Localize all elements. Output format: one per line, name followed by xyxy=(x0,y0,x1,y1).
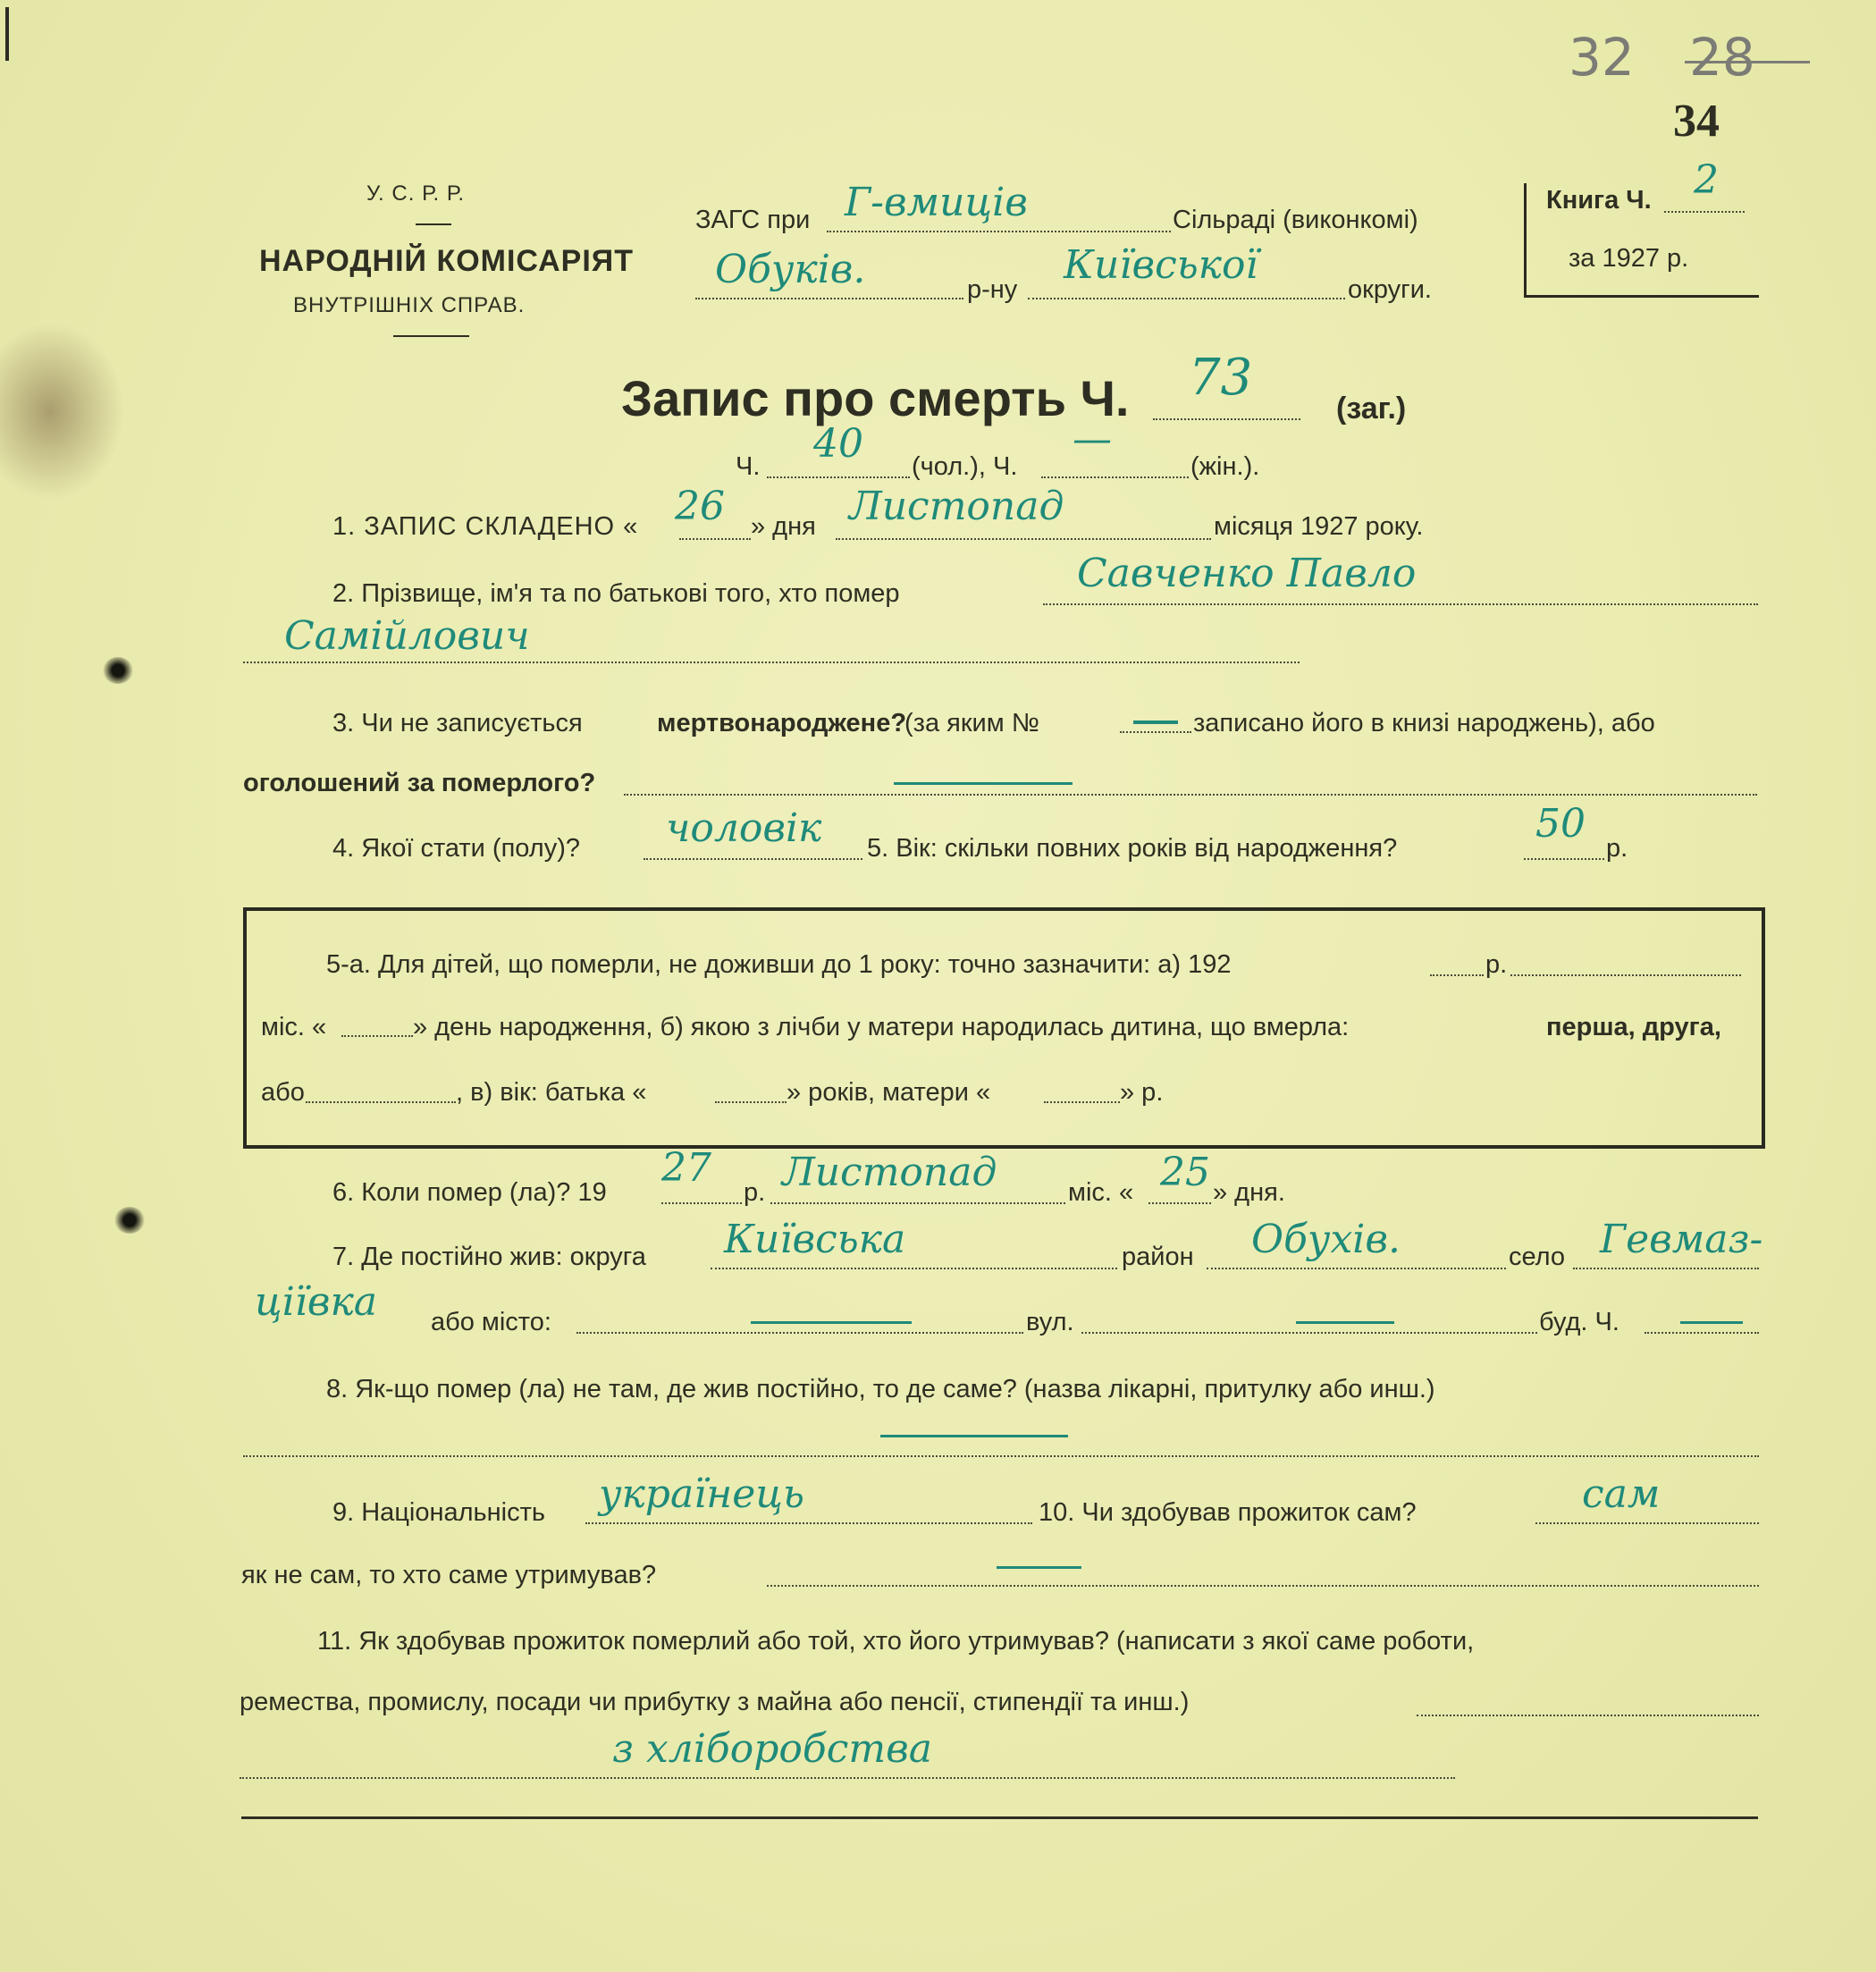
field4-handwriting: чоловік xyxy=(666,805,822,851)
field6-year-line xyxy=(661,1202,742,1204)
field5a-year-line xyxy=(1430,974,1484,976)
field11-handwriting: з хліборобства xyxy=(612,1726,932,1772)
field7-label: 7. Де постійно жив: округа xyxy=(332,1243,646,1271)
binding-hole xyxy=(114,1207,145,1234)
field5a-line3-c: » років, матери « xyxy=(787,1078,991,1107)
book-number-line xyxy=(1664,211,1745,213)
strike-line xyxy=(1685,61,1810,63)
book-year-label: за 1927 р. xyxy=(1569,244,1689,273)
field6-year-handwriting: 27 xyxy=(661,1145,711,1191)
field4-line xyxy=(644,858,862,860)
field10-label: 10. Чи здобував прожиток сам? xyxy=(1039,1498,1417,1527)
ministry-label: ВНУТРІШНІХ СПРАВ. xyxy=(293,293,526,317)
zags-prefix: ЗАГС при xyxy=(695,206,811,234)
field5-end: р. xyxy=(1606,834,1628,863)
field6-day-handwriting: 25 xyxy=(1160,1150,1210,1195)
field1-end: місяця 1927 року. xyxy=(1214,512,1424,541)
field7-selo-line xyxy=(1573,1268,1759,1269)
field5a-line1: 5-а. Для дітей, що померли, не доживши до 1 року: точно зазначити: а) 192 xyxy=(326,950,1232,979)
field2-name-line xyxy=(1043,603,1758,605)
field3-dash xyxy=(894,782,1073,785)
field5a-line3-d: » р. xyxy=(1120,1078,1164,1107)
field11-line1: 11. Як здобував прожиток померлий або той, хто його утримував? (написати з якої саме роботи, xyxy=(317,1627,1475,1656)
field7-bud-label: буд. Ч. xyxy=(1539,1308,1619,1336)
field5a-order: перша, друга, xyxy=(1546,1013,1721,1041)
okrug-label: округи. xyxy=(1348,275,1432,304)
field10-handwriting: сам xyxy=(1582,1471,1661,1517)
bottom-rule xyxy=(241,1816,1758,1819)
field1-day-handwriting: 26 xyxy=(675,484,725,529)
field5-label: 5. Вік: скільки повних років від народження? xyxy=(867,834,1398,863)
field3-declared-dead: оголошений за померлого? xyxy=(243,769,596,797)
field5-line xyxy=(1524,858,1604,860)
field3-text-a: 3. Чи не записується xyxy=(332,709,583,737)
field8-line xyxy=(243,1455,1759,1457)
field1-month-handwriting: Листопад xyxy=(849,484,1064,529)
book-number-handwriting: 2 xyxy=(1694,157,1719,203)
field10-dash xyxy=(997,1566,1081,1569)
num-prefix: Ч. xyxy=(736,452,761,481)
field1-label: 1. ЗАПИС СКЛАДЕНО « xyxy=(332,512,639,541)
district-line xyxy=(695,298,963,299)
field5a-month-line xyxy=(341,1035,413,1037)
field5a-tail-line xyxy=(1510,974,1741,976)
female-num-handwriting: — xyxy=(1073,417,1112,462)
field5a-line3-a: або xyxy=(261,1078,305,1107)
field9-label: 9. Національність xyxy=(332,1498,546,1527)
okrug-line xyxy=(1028,298,1345,299)
field9-handwriting: українець xyxy=(599,1471,804,1517)
record-title: Запис про смерть Ч. xyxy=(621,370,1130,426)
district-handwriting: Обуків. xyxy=(715,247,866,292)
field7-okrug-handwriting: Київська xyxy=(724,1217,906,1262)
field7-selo2-handwriting: ціївка xyxy=(255,1279,377,1325)
record-number-handwriting: 73 xyxy=(1189,349,1253,407)
field2-name2-line xyxy=(243,662,1300,663)
field3-line xyxy=(624,794,1757,796)
book-label: Книга Ч. xyxy=(1546,186,1652,215)
field7-vul-line xyxy=(1081,1332,1537,1334)
field6-r: р. xyxy=(744,1178,766,1207)
field7-misto-dash xyxy=(751,1321,912,1324)
field10-supporter-line xyxy=(767,1585,1759,1587)
binding-hole xyxy=(103,657,133,684)
field7-selo-handwriting: Гевмаз- xyxy=(1600,1217,1763,1262)
paper-stain xyxy=(0,322,125,501)
field2-name2-handwriting: Самійлович xyxy=(284,613,530,659)
field3-number-line xyxy=(1120,731,1191,733)
pencil-struck-number: 28 xyxy=(1689,27,1755,88)
village-council-handwriting: Г-вмиців xyxy=(845,180,1028,225)
female-num-line xyxy=(1041,476,1189,478)
record-number-line xyxy=(1153,418,1300,420)
edge-mark xyxy=(5,7,9,61)
field7-raion-handwriting: Обухів. xyxy=(1251,1217,1401,1262)
field8-dash xyxy=(880,1435,1068,1437)
field8-label: 8. Як-що помер (ла) не там, де жив постійно, то де саме? (назва лікарні, притулку або инш.) xyxy=(326,1375,1435,1403)
field7-okrug-line xyxy=(711,1268,1117,1269)
field6-label: 6. Коли помер (ла)? 19 xyxy=(332,1178,607,1207)
field6-day-line xyxy=(1148,1202,1211,1204)
field3-text-d: записано його в книзі народжень), або xyxy=(1193,709,1655,737)
male-label: (чол.), Ч. xyxy=(912,452,1018,481)
field5a-other-line xyxy=(306,1101,456,1103)
field11-line2: ремества, промислу, посади чи прибутку з майна або пенсії, стипендії та инш.) xyxy=(240,1688,1190,1716)
field5a-line3-b: , в) вік: батька « xyxy=(456,1078,647,1107)
field3-stillborn: мертвонароджене? xyxy=(657,709,907,737)
village-council-line xyxy=(827,231,1171,232)
district-label: р-ну xyxy=(967,275,1018,304)
field11-line xyxy=(1417,1715,1759,1716)
field7-vul-label: вул. xyxy=(1026,1308,1074,1336)
field5-handwriting: 50 xyxy=(1535,801,1586,847)
field10-line xyxy=(1535,1522,1759,1524)
field1-mid: » дня xyxy=(751,512,816,541)
field5a-line2-b: » день народження, б) якою з лічби у матери народилась дитина, що вмерла: xyxy=(413,1013,1350,1041)
field6-mis: міс. « xyxy=(1068,1178,1134,1207)
field7-vul-dash xyxy=(1296,1321,1394,1324)
field5a-father-line xyxy=(715,1101,787,1103)
commissariat-label: НАРОДНІЙ КОМІСАРІЯТ xyxy=(259,244,634,278)
field5a-mother-line xyxy=(1044,1101,1120,1103)
male-num-handwriting: 40 xyxy=(813,421,863,467)
female-label: (жін.). xyxy=(1190,452,1260,481)
republic-label: У. С. Р. Р. xyxy=(366,181,466,206)
field9-line xyxy=(585,1522,1032,1524)
field1-day-line xyxy=(679,538,751,540)
field7-raion-label: район xyxy=(1122,1243,1194,1271)
record-suffix: (заг.) xyxy=(1336,392,1407,426)
okrug-handwriting: Київської xyxy=(1064,242,1258,288)
header-divider xyxy=(393,335,469,337)
field10-line2: як не сам, то хто саме утримував? xyxy=(241,1561,657,1589)
male-num-line xyxy=(767,476,910,478)
field7-misto-label: або місто: xyxy=(431,1308,551,1336)
header-divider xyxy=(416,223,451,225)
field5a-r: р. xyxy=(1485,950,1508,979)
field7-raion-line xyxy=(1207,1268,1506,1269)
field2-label: 2. Прізвище, ім'я та по батькові того, хто помер xyxy=(332,579,900,608)
page-number: 34 xyxy=(1673,96,1720,147)
field7-bud-dash xyxy=(1680,1321,1743,1324)
field3-dash xyxy=(1133,721,1178,724)
field7-misto-line xyxy=(576,1332,1023,1334)
field4-label: 4. Якої стати (полу)? xyxy=(332,834,580,863)
field1-month-line xyxy=(836,538,1211,540)
field2-name-handwriting: Савченко Павло xyxy=(1077,551,1417,596)
field3-text-c: (за яким № xyxy=(904,709,1039,737)
field7-selo-label: село xyxy=(1509,1243,1566,1271)
field6-month-handwriting: Листопад xyxy=(782,1150,997,1195)
field6-end: » дня. xyxy=(1213,1178,1285,1207)
field7-bud-line xyxy=(1645,1332,1759,1334)
field11-answer-line xyxy=(240,1777,1455,1779)
field6-month-line xyxy=(770,1202,1065,1204)
field5a-line2-a: міс. « xyxy=(261,1013,327,1041)
village-council-label: Сільраді (виконкомі) xyxy=(1173,206,1418,234)
pencil-archive-number: 32 xyxy=(1569,27,1635,88)
